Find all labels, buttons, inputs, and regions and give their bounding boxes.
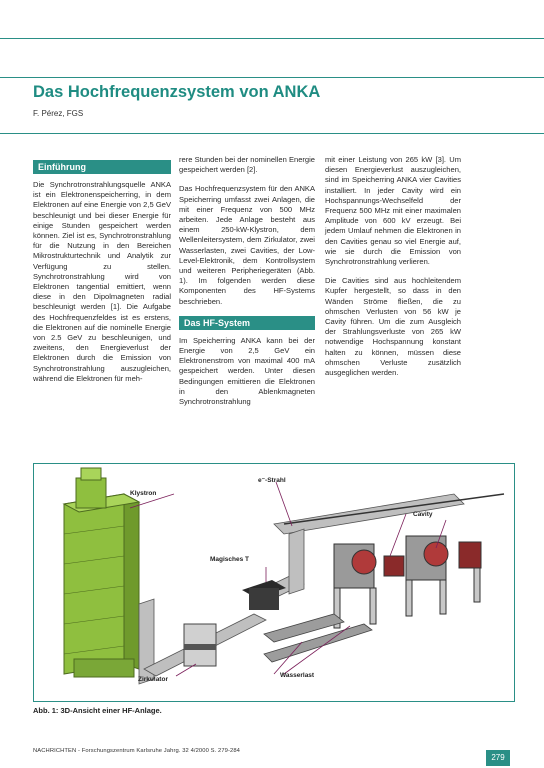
- column-3: [325, 155, 461, 387]
- article-authors: F. Pérez, FGS: [33, 109, 84, 118]
- section-heading-einfuehrung: Einführung: [33, 160, 171, 174]
- paragraph: Die Synchrotronstrahlungsquelle ANKA ist ein Elektronenspeicherring, in dem Elektronen auf eine Energie von 2,5 GeV beschleunigt und bei dieser Energie für einige Stunden gespeichert werden können. Ziel ist es, Synchrotronstrahlung für die Nutzung in den Bereichen Mikrostrukturtechnik und Analytik zur Verfügung zu stellen. Synchrotronstrahlung wird von Elektronen tangential emittiert, wenn diese in den Dipolmagneten radial beschleunigt werden [1]. Die Aufgabe des Hochfrequenzfeldes ist es erstens, die Elektronen auf die nominelle Energie von 2.5 GeV zu beschleunigen, und zweitens, den Energieverlust der Elektronen durch die Emission von Synchrotronstrahlung auszugleichen, während die Elektronen für meh-: [33, 180, 171, 383]
- figure-caption: Abb. 1: 3D-Ansicht einer HF-Anlage.: [33, 706, 162, 715]
- hf-plant-illustration: [34, 464, 514, 701]
- column-1: [33, 155, 171, 393]
- article-title: Das Hochfrequenzsystem von ANKA: [33, 83, 321, 101]
- electron-beam-line: [284, 494, 504, 524]
- circulator: [184, 624, 216, 666]
- klystron-tower: [64, 468, 139, 677]
- footer-citation: NACHRICHTEN - Forschungszentrum Karlsruhe Jahrg. 32 4/2000 S. 279-284: [33, 748, 240, 754]
- section-heading-hf-system: Das HF-System: [179, 316, 315, 330]
- paragraph: Die Cavities sind aus hochleitendem Kupfer hergestellt, so dass in den Wänden Ströme fließen, die zu ohmschen Verlusten von 56 kW je Cavity führen. Um die zum Ausgleich der Strahlungsverluste von 265 kW notwendige Hochspannung konstant halten zu können, müssen diese ohmschen Verluste zusätzlich ausgeglichen werden.: [325, 276, 461, 378]
- paragraph: mit einer Leistung von 265 kW [3]. Um diesen Energieverlust auszugleichen, sind im Speicherring ANKA vier Cavities installiert. In jeder Cavity wird ein Hochspannungs-Wechselfeld der Frequenz 500 MHz mit einer maximalen Amplitude von 600 kV erzeugt. Bei jedem Umlauf nehmen die Elektronen in den Cavities genau so viel Energie auf, wie sie durch die Emission von Synchrotronstrahlung verlieren.: [325, 155, 461, 267]
- paragraph: Im Speicherring ANKA kann bei der Energie von 2,5 GeV ein Elektronenstrom von maximal 400 mA gespeichert werden. Unter diesen Bedingungen emittieren die Elektronen in den Ablenkmagneten Synchrotronstrahlung: [179, 335, 315, 407]
- paragraph: rere Stunden bei der nominellen Energie gespeichert werden [2].: [179, 155, 315, 175]
- top-rule: [0, 38, 544, 39]
- page-number: 279: [486, 750, 510, 766]
- authors-rule: [0, 133, 544, 134]
- paragraph: Das Hochfrequenzsystem für den ANKA Speicherring umfasst zwei Anlagen, die mit einer Frequenz von 500 MHz arbeiten. Jede Anlage besteht aus einem 250-kW-Klystron, dem Wellenleitersystem, dem Zirkulator, zwei Wasserlasten, zwei Cavities, der Low-Level-Elektronik, dem Kontrollsystem und weiteren Peripheriegeräten (Abb. 1). Im folgenden werden diese Komponenten des HF-Systems beschrieben.: [179, 184, 315, 306]
- label-water-load: Wasserlast: [280, 672, 315, 679]
- label-circulator: Zirkulator: [138, 676, 168, 683]
- water-loads: [264, 614, 372, 662]
- label-klystron: Klystron: [130, 490, 157, 497]
- column-2: [179, 155, 315, 416]
- title-rule: [0, 77, 544, 78]
- figure-3d-view: [33, 463, 515, 702]
- label-magic-t: Magisches T: [210, 556, 250, 563]
- label-electron-beam: e⁻-Strahl: [258, 477, 286, 484]
- label-cavity: Cavity: [413, 511, 433, 518]
